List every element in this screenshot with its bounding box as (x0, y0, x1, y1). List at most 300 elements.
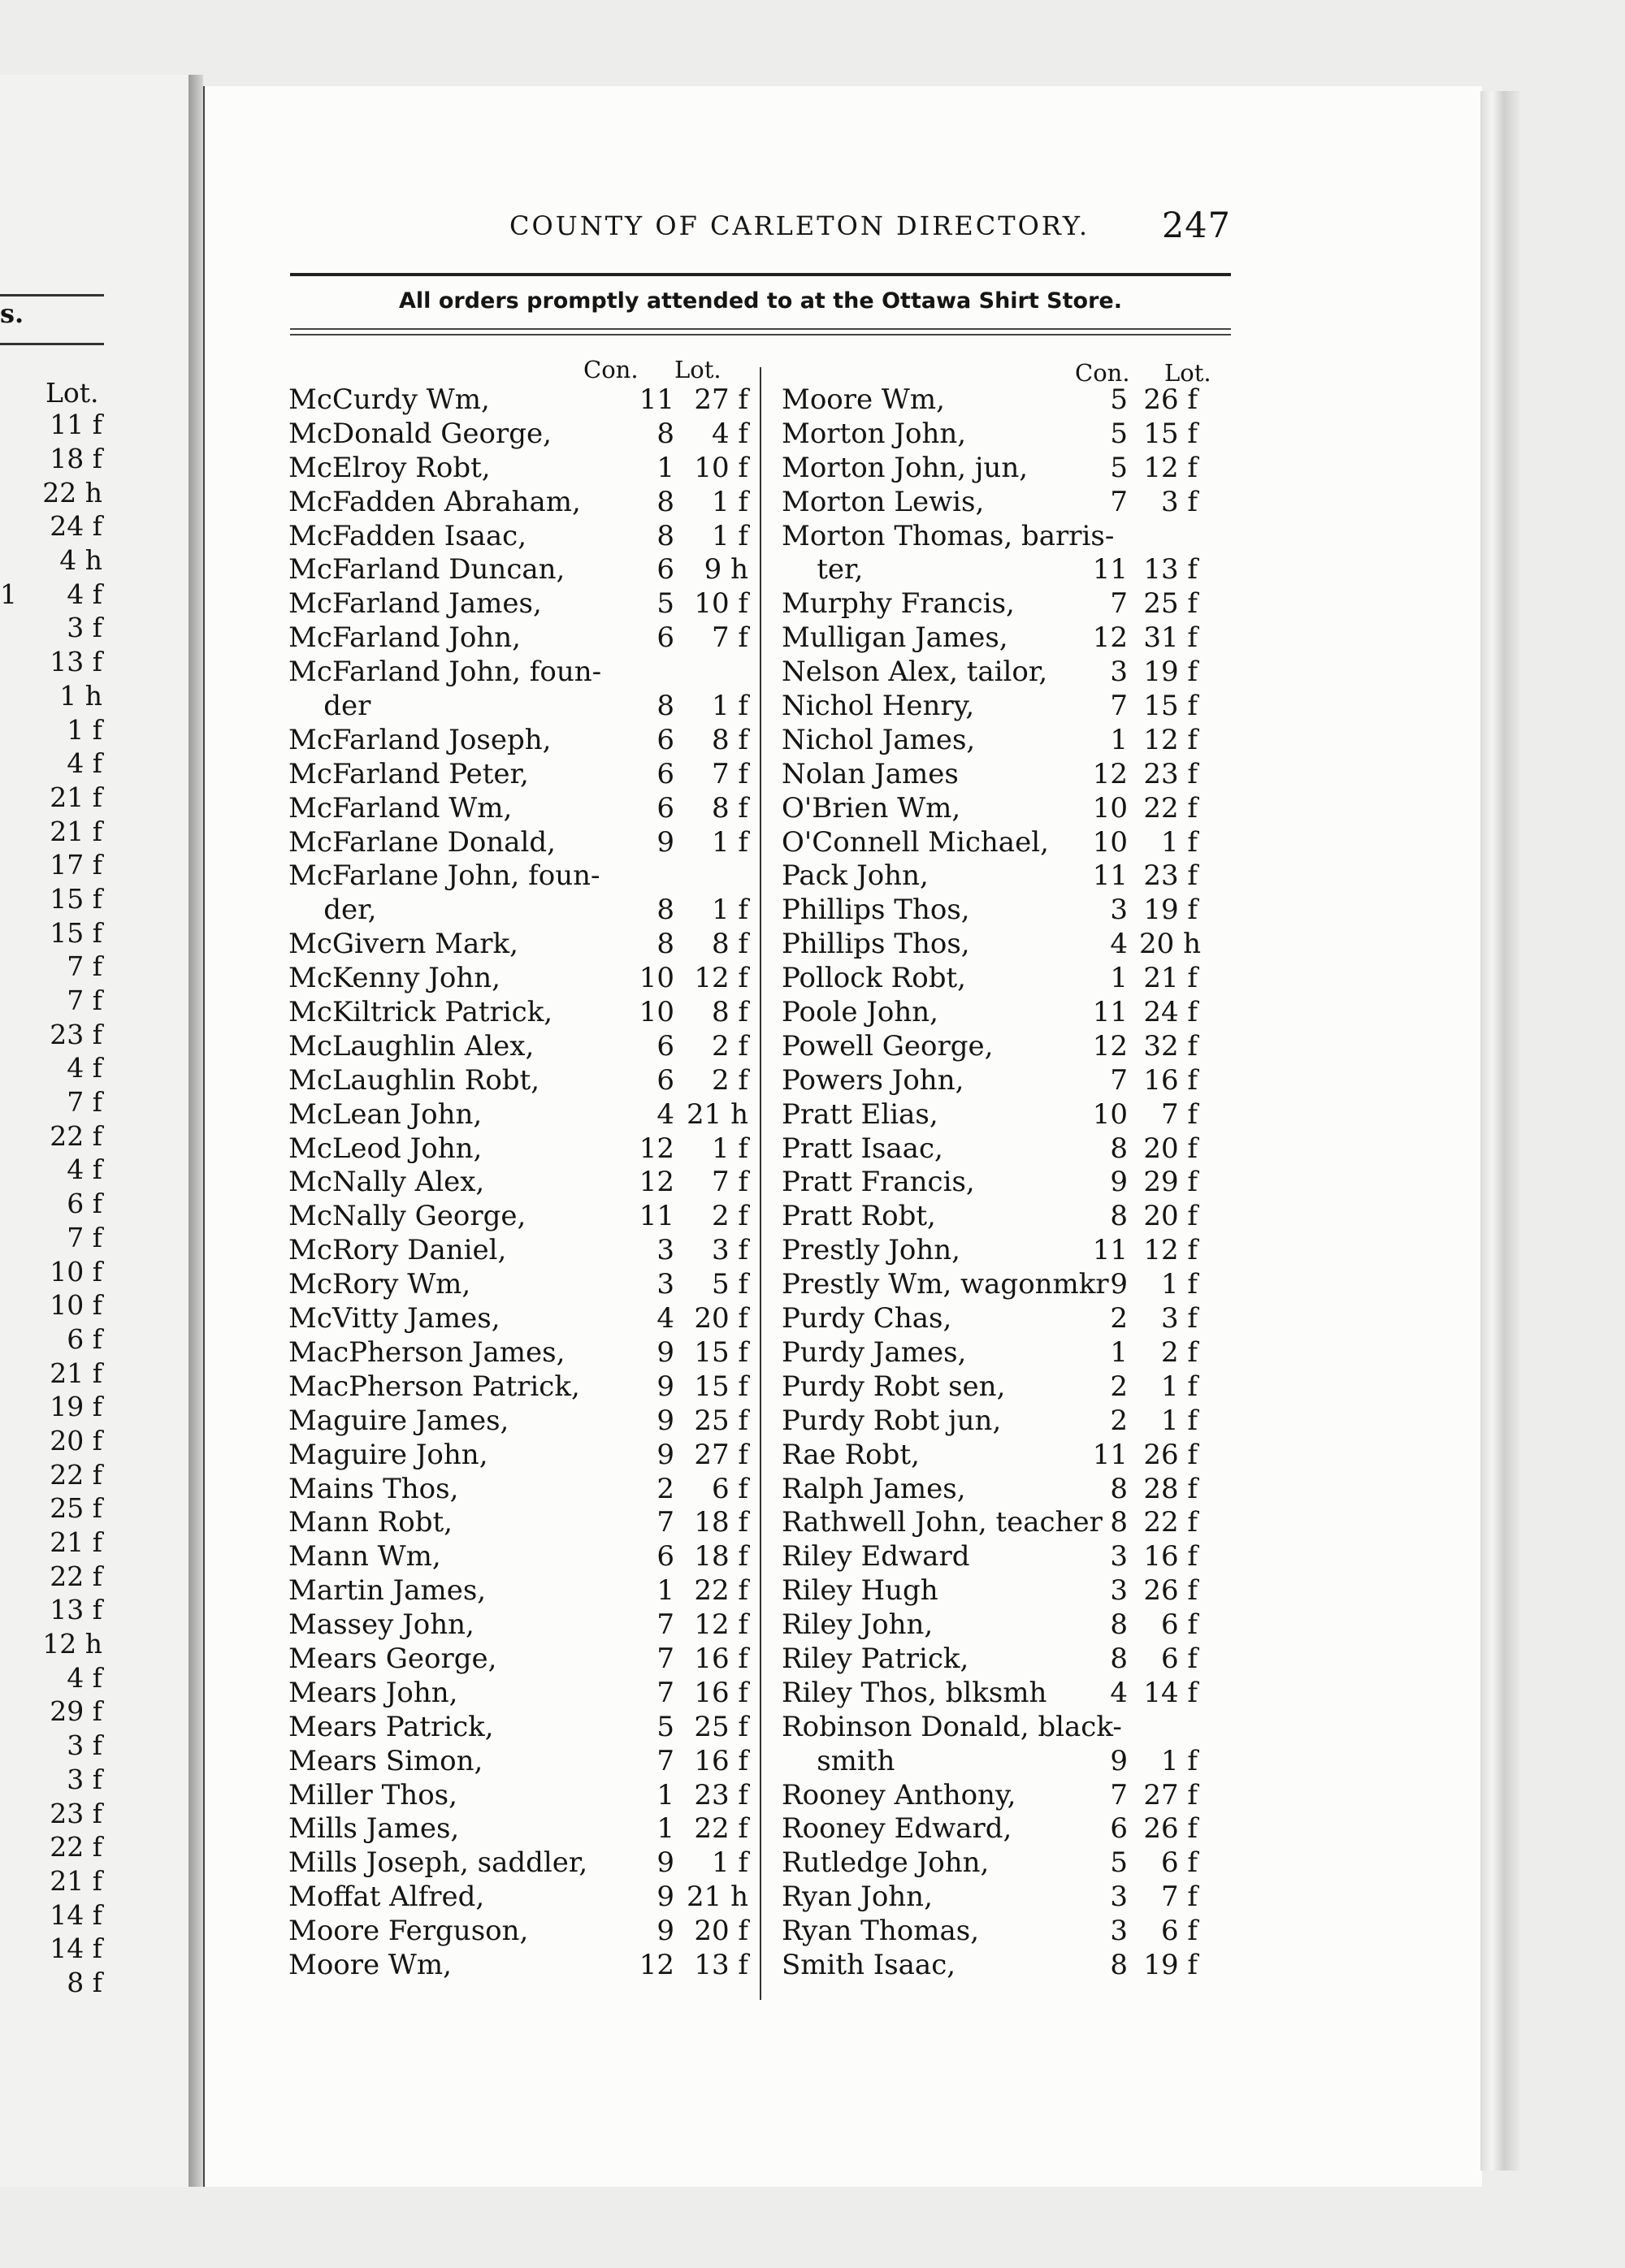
directory-entry (288, 723, 748, 758)
left-page-row (0, 1966, 104, 2000)
entry-name: Prestly John, (782, 1234, 960, 1267)
directory-entry (288, 519, 748, 554)
entry-name: McElroy Robt, (288, 451, 491, 484)
entry-name: Nolan James (782, 757, 959, 790)
left-page-row (0, 1356, 104, 1390)
directory-entry (782, 1200, 1231, 1234)
entry-name: Mann Robt, (288, 1506, 453, 1539)
left-page-lead-digit: 1 (0, 578, 17, 610)
entry-name: Riley Hugh (782, 1574, 938, 1608)
directory-entry (782, 1098, 1231, 1132)
directory-entry (782, 690, 1231, 724)
directory-entry (288, 1438, 748, 1473)
directory-entry (782, 1370, 1231, 1405)
entry-concession: 6 (656, 553, 674, 586)
entry-lot: 2 f (1160, 1335, 1198, 1369)
left-page-lot: 12 h (42, 1628, 102, 1660)
directory-entry (782, 962, 1231, 996)
left-page-lot: 10 f (50, 1255, 102, 1288)
directory-entry (288, 1132, 748, 1166)
entry-name: Ryan John, (782, 1881, 933, 1914)
entry-concession: 9 (656, 1335, 674, 1369)
left-page-lot-header: Lot. (46, 377, 99, 409)
entry-concession: 7 (656, 1642, 674, 1675)
entry-concession: 3 (1110, 1540, 1128, 1573)
gutter-shadow (188, 75, 203, 2187)
directory-entry (288, 1574, 748, 1608)
left-page-row (0, 1627, 104, 1661)
directory-entry (782, 486, 1231, 520)
left-page-row (0, 1660, 104, 1695)
entry-lot: 22 f (1143, 1506, 1198, 1539)
entry-name: McFarland John, (288, 621, 521, 655)
entry-name: Mains Thos, (288, 1472, 459, 1505)
entry-lot: 26 f (1143, 1438, 1198, 1471)
left-page-lot: 8 f (67, 1966, 102, 1998)
entry-name: Mills Joseph, saddler, (288, 1846, 588, 1880)
entry-concession: 1 (656, 1812, 674, 1846)
entry-name: Ralph James, (782, 1472, 966, 1505)
left-page-row (0, 1559, 104, 1593)
left-page-row (0, 1526, 104, 1560)
entry-lot: 16 f (694, 1676, 748, 1709)
directory-entry (288, 894, 748, 928)
right-lot-header: Lot. (1164, 359, 1211, 387)
entry-name: Maguire John, (288, 1438, 488, 1471)
entry-lot: 8 f (711, 928, 748, 961)
directory-entry (782, 1166, 1231, 1200)
left-page-lot: 7 f (67, 950, 102, 983)
directory-entry (782, 418, 1231, 452)
left-page-lot: 15 f (50, 916, 102, 949)
entry-concession: 9 (656, 1915, 674, 1948)
entry-lot: 12 f (1143, 451, 1198, 484)
entry-name: McFadden Isaac, (288, 519, 527, 552)
entry-concession: 6 (656, 1540, 674, 1573)
entry-lot: 1 f (711, 485, 748, 518)
entry-lot: 3 f (711, 1234, 748, 1267)
entry-lot: 23 f (694, 1778, 748, 1811)
entry-name: O'Connell Michael, (782, 825, 1049, 859)
left-page-row (0, 781, 104, 815)
entry-concession: 10 (639, 996, 674, 1029)
left-page-lot: 22 f (50, 1831, 102, 1863)
entry-concession: 3 (1110, 656, 1128, 689)
entry-name: McLaughlin Robt, (288, 1063, 540, 1097)
left-page-row (0, 1051, 104, 1085)
entry-concession: 8 (1110, 1506, 1128, 1539)
entry-concession: 2 (1110, 1404, 1128, 1437)
left-page-lot: 24 f (50, 510, 102, 543)
left-page-row (0, 1796, 104, 1830)
entry-name: Phillips Thos, (782, 894, 970, 927)
directory-entry (782, 1030, 1231, 1064)
entry-concession: 1 (1110, 962, 1128, 995)
entry-lot: 25 f (694, 1404, 748, 1437)
entry-lot: 20 f (1143, 1200, 1198, 1233)
directory-entry (288, 1540, 748, 1574)
entry-name: Robinson Donald, black- (782, 1710, 1122, 1743)
directory-entry (782, 826, 1231, 860)
entry-concession: 12 (1092, 621, 1128, 655)
entry-lot: 14 f (1143, 1676, 1198, 1709)
banner-rule (290, 334, 1231, 335)
left-page-lot: 29 f (50, 1695, 102, 1728)
directory-entry (288, 417, 748, 452)
entry-name: Pratt Francis, (782, 1166, 975, 1199)
entry-name: Rathwell John, teacher (782, 1506, 1103, 1539)
entry-concession: 1 (656, 1574, 674, 1608)
directory-entry (782, 1132, 1231, 1166)
entry-concession: 11 (1092, 1234, 1128, 1267)
entry-concession: 9 (656, 1881, 674, 1914)
entry-name: Rae Robt, (782, 1438, 920, 1471)
entry-lot: 26 f (1143, 1574, 1198, 1608)
entry-lot: 18 f (694, 1506, 748, 1539)
entry-concession: 12 (639, 1132, 674, 1165)
directory-entry (782, 1234, 1231, 1268)
left-page-row (0, 1254, 104, 1288)
left-page-lot: 6 f (67, 1188, 102, 1220)
left-page-row (0, 747, 104, 781)
directory-entry (288, 1642, 748, 1677)
left-page-row (0, 1593, 104, 1627)
entry-name: McFadden Abraham, (288, 485, 581, 518)
entry-lot: 7 f (711, 621, 748, 655)
entry-concession: 6 (656, 621, 674, 655)
entry-name: smith (782, 1744, 895, 1777)
directory-entry (288, 587, 748, 621)
entry-concession: 10 (639, 962, 674, 995)
entry-concession: 8 (656, 690, 674, 723)
entry-lot: 3 f (1160, 1302, 1198, 1335)
left-page-lot: 4 f (67, 1153, 102, 1186)
entry-lot: 16 f (1143, 1063, 1198, 1097)
left-page-lot: 22 f (50, 1560, 102, 1592)
left-page-row (0, 984, 104, 1018)
left-page-lot: 21 f (50, 815, 102, 847)
entry-lot: 29 f (1143, 1166, 1198, 1199)
entry-concession: 2 (656, 1472, 674, 1505)
entry-concession: 10 (1092, 825, 1128, 859)
left-page-lot: 22 h (42, 476, 102, 509)
entry-lot: 21 h (687, 1881, 748, 1914)
left-page-row (0, 1898, 104, 1932)
entry-lot: 20 f (694, 1915, 748, 1948)
directory-entry (782, 792, 1231, 826)
entry-lot: 1 f (1160, 1268, 1198, 1301)
entry-name: MacPherson Patrick, (288, 1370, 580, 1403)
entry-name: Phillips Thos, (782, 928, 970, 961)
directory-entry (288, 1268, 748, 1302)
entry-lot: 21 f (1143, 962, 1198, 995)
directory-entry (782, 1336, 1231, 1370)
left-page-lot: 20 f (50, 1424, 102, 1456)
entry-concession: 11 (1092, 553, 1128, 586)
entry-name: Mann Wm, (288, 1540, 441, 1573)
running-head (305, 201, 1231, 250)
entry-name: MacPherson James, (288, 1335, 566, 1369)
directory-entry (288, 656, 743, 690)
entry-name: McDonald George, (288, 417, 552, 450)
entry-concession: 6 (656, 791, 674, 825)
entry-concession: 3 (1110, 894, 1128, 927)
entry-name: McKenny John, (288, 962, 500, 995)
entry-lot: 6 f (1160, 1608, 1198, 1642)
entry-name: Riley Edward (782, 1540, 970, 1573)
entry-name: Powell George, (782, 1029, 994, 1063)
entry-concession: 8 (1110, 1948, 1128, 1981)
entry-name: Smith Isaac, (782, 1948, 956, 1981)
entry-concession: 12 (639, 1166, 674, 1199)
entry-lot: 20 h (1139, 928, 1201, 961)
directory-column-right (782, 383, 1231, 1983)
entry-lot: 15 f (1143, 417, 1198, 450)
entry-concession: 7 (656, 1506, 674, 1539)
entry-lot: 16 f (694, 1744, 748, 1777)
entry-concession: 8 (656, 519, 674, 552)
entry-name: McGivern Mark, (288, 928, 518, 961)
entry-concession: 9 (656, 1404, 674, 1437)
entry-lot: 27 f (1143, 1778, 1198, 1811)
entry-concession: 9 (656, 1438, 674, 1471)
left-lot-header: Lot. (674, 356, 722, 383)
entry-lot: 1 f (1160, 825, 1198, 859)
entry-lot: 6 f (1160, 1846, 1198, 1880)
directory-entry (782, 587, 1231, 621)
entry-name: Mills James, (288, 1812, 460, 1846)
entry-name: Purdy Robt jun, (782, 1404, 1002, 1437)
running-title: COUNTY OF CARLETON DIRECTORY. (509, 210, 1090, 241)
entry-concession: 9 (1110, 1268, 1128, 1301)
left-page-lot: 23 f (50, 1018, 102, 1050)
directory-entry (288, 451, 748, 486)
directory-entry (288, 1097, 748, 1132)
directory-entry (782, 1881, 1231, 1915)
directory-entry (782, 859, 1231, 894)
left-page-row (0, 1288, 104, 1322)
entry-lot: 18 f (694, 1540, 748, 1573)
entry-name: Riley Thos, blksmh (782, 1676, 1047, 1709)
entry-lot: 16 f (694, 1642, 748, 1675)
entry-name: Massey John, (288, 1608, 474, 1642)
entry-lot: 1 f (1160, 1744, 1198, 1777)
left-page-row (0, 950, 104, 984)
header-rule (290, 273, 1231, 276)
entry-name: McRory Wm, (288, 1268, 471, 1301)
entry-lot: 24 f (1143, 996, 1198, 1029)
entry-concession: 9 (656, 1370, 674, 1403)
left-page-row (0, 1085, 104, 1119)
directory-entry (288, 757, 748, 792)
entry-concession: 5 (1110, 451, 1128, 484)
entry-concession: 7 (1110, 485, 1128, 518)
entry-lot: 3 f (1160, 485, 1198, 518)
entry-concession: 4 (1110, 928, 1128, 961)
directory-entry (288, 962, 748, 996)
entry-lot: 1 f (711, 1132, 748, 1165)
entry-lot: 1 f (1160, 1370, 1198, 1403)
left-page-row (0, 1932, 104, 1966)
left-page-lot: 14 f (50, 1933, 102, 1965)
left-page-rule (0, 294, 104, 296)
entry-concession: 6 (1110, 1812, 1128, 1846)
entry-name: Maguire James, (288, 1404, 509, 1437)
entry-lot: 8 f (711, 791, 748, 825)
entry-concession: 5 (1110, 1846, 1128, 1880)
entry-lot: 2 f (711, 1063, 748, 1097)
entry-name: McNally George, (288, 1200, 526, 1233)
left-page-row (0, 1830, 104, 1864)
left-con-header: Con. (583, 356, 639, 383)
entry-concession: 8 (1110, 1132, 1128, 1165)
entry-name: Mears Patrick, (288, 1710, 494, 1743)
entry-name: McVitty James, (288, 1302, 500, 1335)
entry-lot: 10 f (694, 587, 748, 621)
directory-entry (782, 621, 1231, 656)
entry-concession: 5 (656, 587, 674, 621)
left-page-row (0, 1153, 104, 1187)
left-page-lot: 22 f (50, 1119, 102, 1152)
entry-name: Purdy Robt sen, (782, 1370, 1006, 1403)
entry-name: Nelson Alex, tailor, (782, 656, 1048, 689)
directory-entry (288, 1676, 748, 1711)
entry-name: McFarland Duncan, (288, 553, 566, 586)
entry-lot: 1 f (711, 690, 748, 723)
entry-lot: 28 f (1143, 1472, 1198, 1505)
directory-entry (288, 1335, 748, 1370)
left-page-row (0, 1864, 104, 1898)
left-page-row (0, 1457, 104, 1491)
entry-concession: 11 (639, 1200, 674, 1233)
directory-entry (288, 383, 748, 418)
directory-entry (782, 1745, 1231, 1779)
entry-concession: 11 (1092, 996, 1128, 1029)
left-page-lot: 1 f (67, 713, 102, 746)
left-page-row (0, 1390, 104, 1424)
entry-name: Prestly Wm, wagonmkr (782, 1268, 1109, 1301)
entry-concession: 3 (1110, 1574, 1128, 1608)
left-page-lot: 7 f (67, 1221, 102, 1253)
entry-name: Mears Simon, (288, 1744, 483, 1777)
left-page-lot: 7 f (67, 1086, 102, 1119)
entry-name: Mears George, (288, 1642, 497, 1675)
left-page-row (0, 408, 104, 442)
entry-name: Powers John, (782, 1063, 964, 1097)
directory-entry (782, 383, 1231, 418)
entry-lot: 12 f (694, 962, 748, 995)
entry-concession: 5 (656, 1710, 674, 1743)
page-stack-edge (1480, 91, 1519, 2171)
banner-rule (290, 328, 1231, 330)
left-page-lot: 4 f (67, 1052, 102, 1084)
directory-entry (288, 1881, 748, 1915)
entry-lot: 15 f (1143, 690, 1198, 723)
left-page-row (0, 1763, 104, 1797)
entry-name: McLean John, (288, 1097, 483, 1131)
directory-entry (288, 859, 743, 894)
directory-entry (782, 1711, 1231, 1745)
entry-name: Ryan Thomas, (782, 1915, 979, 1948)
left-page-row (0, 712, 104, 747)
entry-lot: 15 f (694, 1370, 748, 1403)
left-page-lot: 7 f (67, 985, 102, 1017)
left-page-lot: 21 f (50, 1864, 102, 1897)
directory-entry (288, 1302, 748, 1336)
directory-entry (288, 1063, 748, 1098)
directory-entry (288, 928, 748, 962)
entry-name: Moore Wm, (288, 1948, 452, 1981)
entry-concession: 2 (1110, 1370, 1128, 1403)
left-page-row (0, 1119, 104, 1153)
directory-entry (288, 1915, 748, 1949)
left-page-lot: 11 f (50, 409, 102, 441)
entry-lot: 19 f (1143, 656, 1198, 689)
directory-entry (288, 1166, 748, 1200)
entry-concession: 8 (1110, 1200, 1128, 1233)
left-page-lot: 4 h (59, 544, 102, 577)
entry-name: Miller Thos, (288, 1778, 457, 1811)
entry-name: Pratt Robt, (782, 1200, 936, 1233)
entry-lot: 7 f (1160, 1097, 1198, 1131)
entry-concession: 6 (656, 1063, 674, 1097)
left-page-fragment (0, 75, 190, 2187)
directory-entry (288, 1778, 748, 1813)
directory-entry (288, 1472, 748, 1507)
entry-concession: 7 (656, 1744, 674, 1777)
entry-concession: 4 (1110, 1676, 1128, 1709)
directory-entry (288, 1404, 748, 1439)
left-page-lot: 14 f (50, 1898, 102, 1931)
directory-entry (782, 1302, 1231, 1336)
left-page-row (0, 1187, 104, 1221)
entry-lot: 27 f (694, 1438, 748, 1471)
directory-entry (288, 996, 748, 1030)
directory-entry (288, 690, 748, 724)
right-con-header: Con. (1075, 359, 1130, 387)
entry-name: McFarland Joseph, (288, 723, 552, 756)
entry-concession: 8 (1110, 1472, 1128, 1505)
left-page-row (0, 1491, 104, 1526)
entry-concession: 7 (1110, 587, 1128, 621)
entry-name: Moffat Alfred, (288, 1881, 485, 1914)
entry-name: Pack John, (782, 859, 929, 893)
left-page-lot: 3 f (67, 1763, 102, 1795)
left-page-row (0, 1695, 104, 1729)
entry-name: McLeod John, (288, 1132, 483, 1165)
left-page-row (0, 611, 104, 645)
entry-concession: 4 (656, 1097, 674, 1131)
entry-concession: 8 (1110, 1642, 1128, 1675)
entry-lot: 7 f (1160, 1881, 1198, 1914)
entry-name: der (288, 690, 371, 723)
entry-lot: 8 f (711, 723, 748, 756)
entry-concession: 9 (656, 1846, 674, 1880)
entry-name: Rutledge John, (782, 1846, 990, 1880)
left-page-lot: 4 f (67, 747, 102, 780)
entry-name: Morton Lewis, (782, 485, 985, 518)
left-page-row (0, 475, 104, 509)
entry-name: Morton John, (782, 417, 967, 450)
entry-lot: 22 f (1143, 791, 1198, 825)
entry-lot: 4 f (711, 417, 748, 450)
entry-concession: 6 (656, 1029, 674, 1063)
entry-lot: 19 f (1143, 894, 1198, 927)
entry-lot: 20 f (694, 1302, 748, 1335)
left-page-lot: 18 f (50, 443, 102, 475)
left-page-row (0, 509, 104, 543)
entry-name: Murphy Francis, (782, 587, 1015, 621)
